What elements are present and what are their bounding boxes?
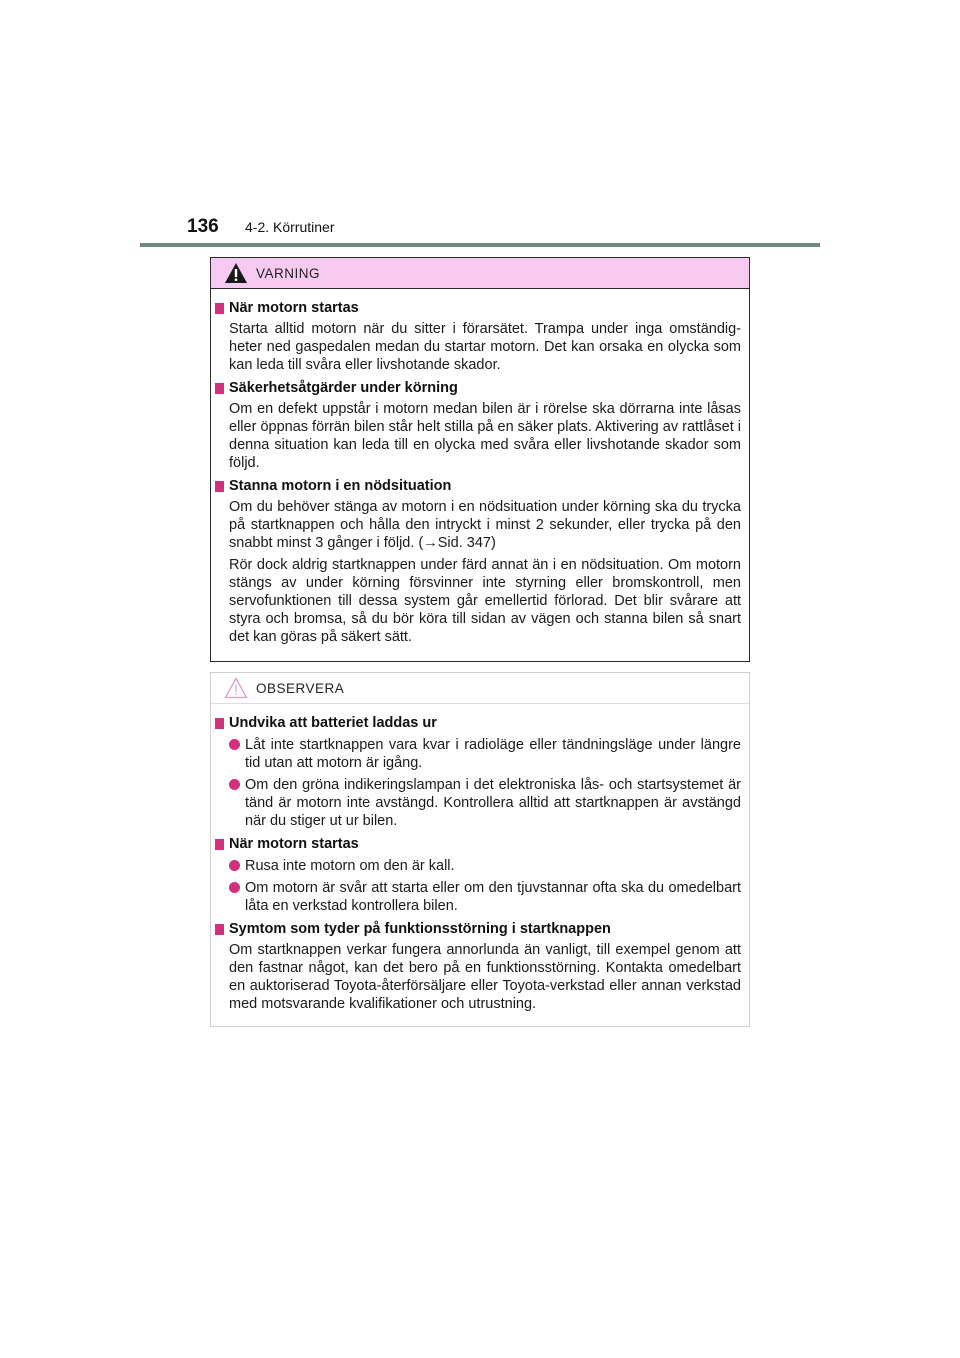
item-title: När motorn startas — [229, 836, 359, 852]
square-bullet-icon — [215, 924, 224, 935]
header-rule — [140, 243, 820, 247]
list-item — [215, 879, 741, 915]
square-bullet-icon — [215, 383, 224, 394]
dot-bullet-icon — [229, 882, 240, 893]
item-text: Om en defekt uppstår i motorn medan bilen är i rörelse ska dörrarna inte låsas eller öppnas förrän bilen står helt stilla på en säker plats. Aktivering av rattlåset i denna situation kan leda till en olycka med svåra eller livshotande skador som följd. — [229, 401, 741, 471]
page-number: 136 — [187, 216, 219, 237]
dot-bullet-icon — [229, 739, 240, 750]
warning-label: VARNING — [256, 265, 321, 281]
square-bullet-icon — [215, 718, 224, 729]
notice-label: OBSERVERA — [256, 680, 345, 696]
list-item — [215, 857, 741, 875]
warning-triangle-icon — [224, 262, 248, 284]
item-title: Stanna motorn i en nödsituation — [229, 478, 452, 494]
warning-header — [211, 258, 749, 289]
warning-item — [215, 477, 741, 646]
square-bullet-icon — [215, 303, 224, 314]
item-title: Undvika att batteriet laddas ur — [229, 715, 437, 731]
square-bullet-icon — [215, 481, 224, 492]
item-title: När motorn startas — [229, 300, 359, 316]
list-item — [215, 736, 741, 772]
notice-box — [210, 672, 750, 1027]
notice-item — [215, 920, 741, 1013]
square-bullet-icon — [215, 839, 224, 850]
section-title: 4-2. Körrutiner — [245, 219, 335, 235]
list-item — [215, 776, 741, 830]
item-title: Säkerhetsåtgärder under körning — [229, 380, 458, 396]
warning-box — [210, 257, 750, 662]
notice-item — [215, 714, 741, 830]
notice-item — [215, 835, 741, 915]
caution-triangle-icon — [224, 677, 248, 699]
bullet-text: Om motorn är svår att starta eller om den tjuvstannar ofta ska du omedelbart låta en verkstad kontrollera bilen. — [245, 880, 741, 914]
bullet-text: Rusa inte motorn om den är kall. — [245, 858, 455, 874]
dot-bullet-icon — [229, 860, 240, 871]
item-text: Rör dock aldrig startknappen under färd annat än i en nödsituation. Om motorn stängs av under körning försvinner inte styrning eller bromskontroll, men servofunktionen till dessa system går emellertid förlorad. Det blir svårare att styra och bromsa, så du bör köra till sidan av vägen och stanna bilen så snart det kan göras på säkert sätt. — [229, 557, 741, 645]
notice-header — [211, 673, 749, 704]
item-text: Om startknappen verkar fungera annorlunda än vanligt, till exempel genom att den fastnar något, kan det bero på en funktionsstörning. Kontakta omedelbart en auktoriserad Toyota-återförsäljare eller Toyota-verkstad eller annan verkstad med motsvarande kvalifikationer och utrustning. — [229, 942, 741, 1012]
bullet-text: Om den gröna indikeringslampan i det elektroniska lås- och startsystemet är tänd är motorn inte avstängd. Kontrollera alltid att startknappen är avstängd när du stiger ut ur bilen. — [245, 777, 741, 829]
bullet-text: Låt inte startknappen vara kvar i radioläge eller tändningsläge under längre tid utan att motorn är igång. — [245, 737, 741, 771]
page-header — [187, 216, 334, 238]
dot-bullet-icon — [229, 779, 240, 790]
item-text: Starta alltid motorn när du sitter i förarsätet. Trampa under inga omständig-heter ned gaspedalen medan du startar motorn. Det kan orsaka en olycka som kan leda till svåra eller livshotande skador. — [229, 321, 741, 373]
warning-item — [215, 299, 741, 374]
warning-item — [215, 379, 741, 472]
item-title: Symtom som tyder på funktionsstörning i startknappen — [229, 921, 611, 937]
item-text: Om du behöver stänga av motorn i en nödsituation under körning ska du trycka på startknappen och hålla den intryckt i minst 2 sekunder, eller trycka på den snabbt minst 3 gånger i följd. (→Sid. 347) — [229, 499, 741, 551]
